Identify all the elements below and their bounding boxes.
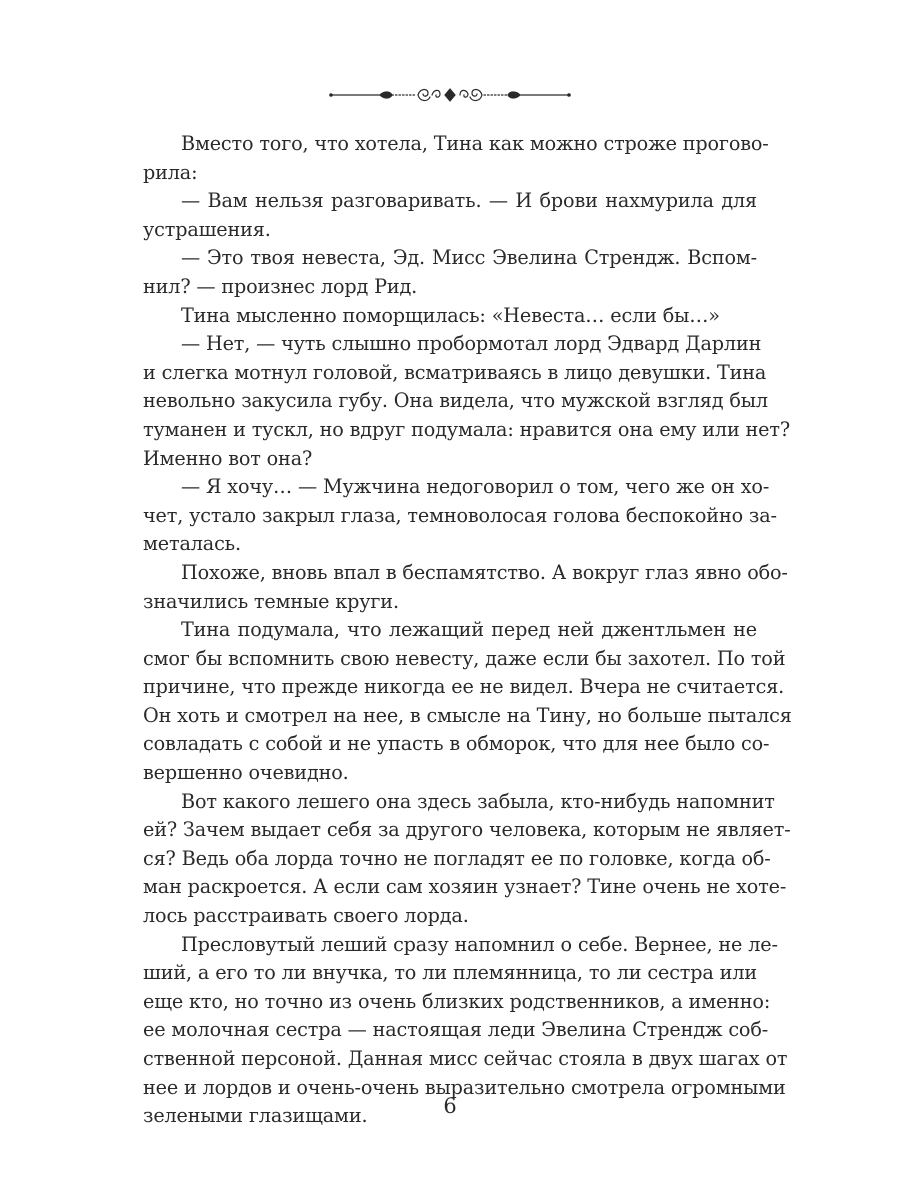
text-line: Пресловутый леший сразу напомнил о себе. Вернее, не ле- (181, 932, 778, 956)
text-line: — Это твоя невеста, Эд. Мисс Эвелина Стрендж. Вспом- (181, 246, 757, 270)
text-line: совладать с собой и не упасть в обморок, что для нее было со- (143, 732, 770, 756)
text-line: Тина подумала, что лежащий перед ней джентльмен не (181, 618, 757, 642)
text-line: причине, что прежде никогда ее не видел. Вчера не считается. (143, 675, 785, 699)
paragraph (143, 187, 757, 244)
paragraph (143, 330, 790, 473)
text-line: Тина мысленно поморщилась: «Невеста… если бы…» (181, 303, 720, 327)
text-line: — Я хочу… — Мужчина недоговорил о том, чего же он хо- (181, 475, 770, 499)
text-line: и слегка мотнул головой, всматриваясь в лицо девушки. Тина (143, 360, 767, 384)
text-line: металась. (143, 532, 241, 556)
text-line: ее молочная сестра — настоящая леди Эвелина Стрендж соб- (143, 1018, 769, 1042)
text-line: рила: (143, 160, 198, 184)
text-line: ей? Зачем выдает себя за другого человека, которым не являет- (143, 818, 791, 842)
body-text (143, 130, 792, 1131)
text-line: ман раскроется. А если сам хозяин узнает? Тине очень не хоте- (143, 875, 787, 899)
decorative-divider-ornament (328, 80, 572, 110)
text-line: Именно вот она? (143, 446, 313, 470)
paragraph (143, 244, 757, 301)
page-number: 6 (443, 1094, 457, 1118)
text-line: Он хоть и смотрел на нее, в смысле на Тину, но больше пытался (143, 703, 792, 727)
text-line: чет, устало закрыл глаза, темноволосая голова беспокойно за- (143, 503, 777, 527)
paragraph (143, 559, 788, 616)
text-line: невольно закусила губу. Она видела, что мужской взгляд был (143, 389, 768, 413)
text-line: значились темные круги. (143, 589, 399, 613)
text-line: — Нет, — чуть слышно пробормотал лорд Эдвард Дарлин (181, 332, 762, 356)
text-line: ший, а его то ли внучка, то ли племянница, то ли сестра или (143, 961, 757, 985)
text-line: еще кто, но точно из очень близких родственников, а именно: (143, 989, 771, 1013)
text-line: ся? Ведь оба лорда точно не погладят ее по головке, когда об- (143, 846, 771, 870)
paragraph (143, 788, 791, 931)
paragraph (143, 130, 769, 187)
paragraph (143, 473, 777, 559)
text-line: Вместо того, что хотела, Тина как можно строже прогово- (181, 132, 769, 155)
text-line: лось расстраивать своего лорда. (143, 904, 469, 928)
text-line: ственной персоной. Данная мисс сейчас стояла в двух шагах от (143, 1047, 788, 1070)
text-line: смог бы вспомнить свою невесту, даже если бы захотел. По той (143, 646, 786, 670)
text-line: нил? — произнес лорд Рид. (143, 274, 418, 298)
text-line: нее и лордов и очень-очень выразительно смотрела огромными (143, 1075, 786, 1099)
paragraph (143, 616, 792, 788)
text-line: зелеными глазищами. (143, 1104, 368, 1128)
text-line: устрашения. (143, 217, 271, 241)
text-line: туманен и тускл, но вдруг подумала: нравится она ему или нет? (143, 417, 790, 441)
text-line: Похоже, вновь впал в беспамятство. А вокруг глаз явно обо- (181, 560, 788, 584)
text-line: вершенно очевидно. (143, 761, 349, 785)
paragraph (143, 302, 757, 331)
text-line: — Вам нельзя разговаривать. — И брови нахмурила для (181, 189, 757, 213)
text-line: Вот какого лешего она здесь забыла, кто-нибудь напомнит (181, 789, 775, 813)
